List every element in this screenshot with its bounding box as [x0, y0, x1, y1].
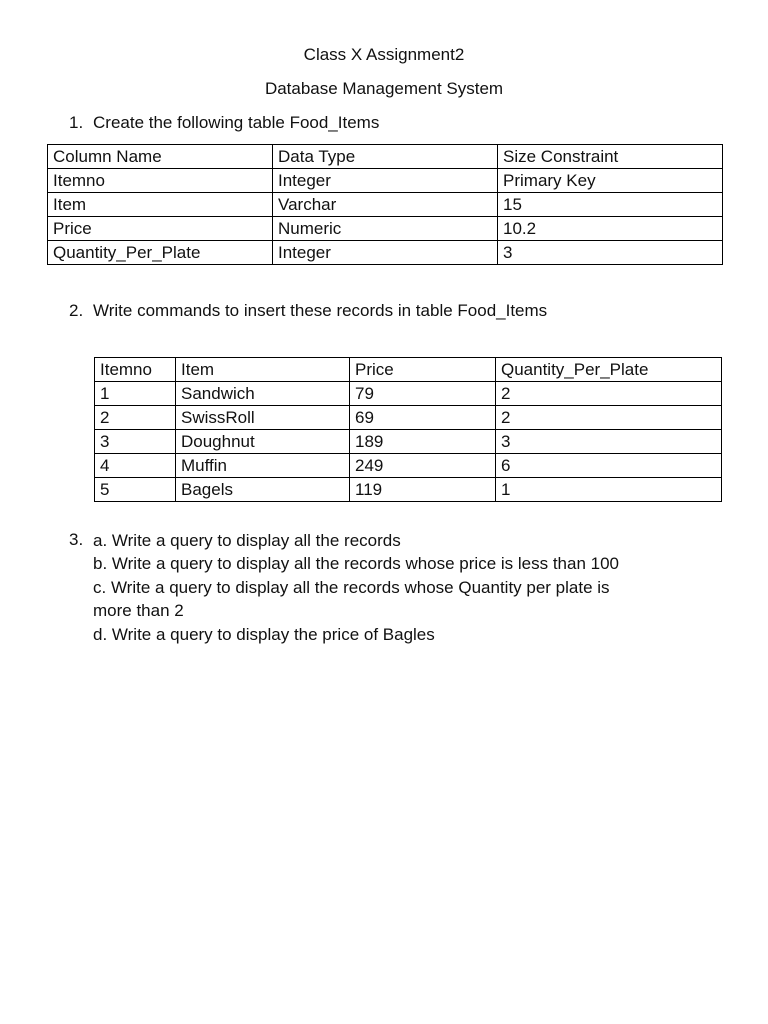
- table-row: [48, 241, 723, 265]
- table-row: [48, 217, 723, 241]
- table-cell: Sandwich: [176, 382, 350, 406]
- table-cell: 3: [498, 241, 723, 265]
- table-row: [95, 430, 722, 454]
- table-cell: Item: [48, 193, 273, 217]
- table-cell: 2: [496, 382, 722, 406]
- table-cell: 15: [498, 193, 723, 217]
- table-cell: Doughnut: [176, 430, 350, 454]
- table-cell: 189: [350, 430, 496, 454]
- assignment-title: Class X Assignment2: [303, 45, 465, 64]
- table-cell: 4: [95, 454, 176, 478]
- table-cell: 249: [350, 454, 496, 478]
- question-3b: b. Write a query to display all the records whose price is less than 100: [93, 554, 620, 573]
- table-cell: Bagels: [176, 478, 350, 502]
- question-3c: c. Write a query to display all the records whose Quantity per plate is: [93, 578, 610, 597]
- table-header-row: [95, 358, 722, 382]
- table-cell: 119: [350, 478, 496, 502]
- table-cell: Varchar: [273, 193, 498, 217]
- table-cell: Muffin: [176, 454, 350, 478]
- table-cell: Price: [48, 217, 273, 241]
- table-cell: 1: [95, 382, 176, 406]
- question-number: 1.: [69, 113, 84, 132]
- table-header-row: [48, 145, 723, 169]
- table-cell: Integer: [273, 241, 498, 265]
- table-cell: Numeric: [273, 217, 498, 241]
- table-header-cell: Item: [176, 358, 350, 382]
- table-header-cell: Data Type: [273, 145, 498, 169]
- question-number: 3.: [69, 530, 84, 549]
- table-cell: Quantity_Per_Plate: [48, 241, 273, 265]
- table-header-cell: Itemno: [95, 358, 176, 382]
- table-row: [95, 406, 722, 430]
- table-cell: 3: [496, 430, 722, 454]
- table-cell: 5: [95, 478, 176, 502]
- table-cell: 10.2: [498, 217, 723, 241]
- table-header-cell: Price: [350, 358, 496, 382]
- table-header-cell: Size Constraint: [498, 145, 723, 169]
- table-row: [95, 454, 722, 478]
- table-cell: 6: [496, 454, 722, 478]
- table-cell: 2: [95, 406, 176, 430]
- question-number: 2.: [69, 301, 84, 320]
- table-cell: 2: [496, 406, 722, 430]
- table-row: [48, 193, 723, 217]
- table-cell: Integer: [273, 169, 498, 193]
- table-cell: 1: [496, 478, 722, 502]
- table-cell: 69: [350, 406, 496, 430]
- question-text: Create the following table Food_Items: [93, 113, 380, 132]
- question-3c-continued: more than 2: [93, 601, 184, 620]
- table-header-cell: Quantity_Per_Plate: [496, 358, 722, 382]
- table-row: [48, 169, 723, 193]
- question-text: Write commands to insert these records in table Food_Items: [93, 301, 548, 320]
- question-3d: d. Write a query to display the price of Bagles: [93, 625, 435, 644]
- table-cell: 3: [95, 430, 176, 454]
- table-row: [95, 478, 722, 502]
- food-items-schema-table: [47, 144, 723, 265]
- question-3a: a. Write a query to display all the records: [93, 531, 401, 550]
- table-cell: 79: [350, 382, 496, 406]
- table-row: [95, 382, 722, 406]
- table-cell: SwissRoll: [176, 406, 350, 430]
- table-cell: Primary Key: [498, 169, 723, 193]
- assignment-subtitle: Database Management System: [264, 79, 504, 98]
- table-header-cell: Column Name: [48, 145, 273, 169]
- food-items-records-table: [94, 357, 722, 502]
- table-cell: Itemno: [48, 169, 273, 193]
